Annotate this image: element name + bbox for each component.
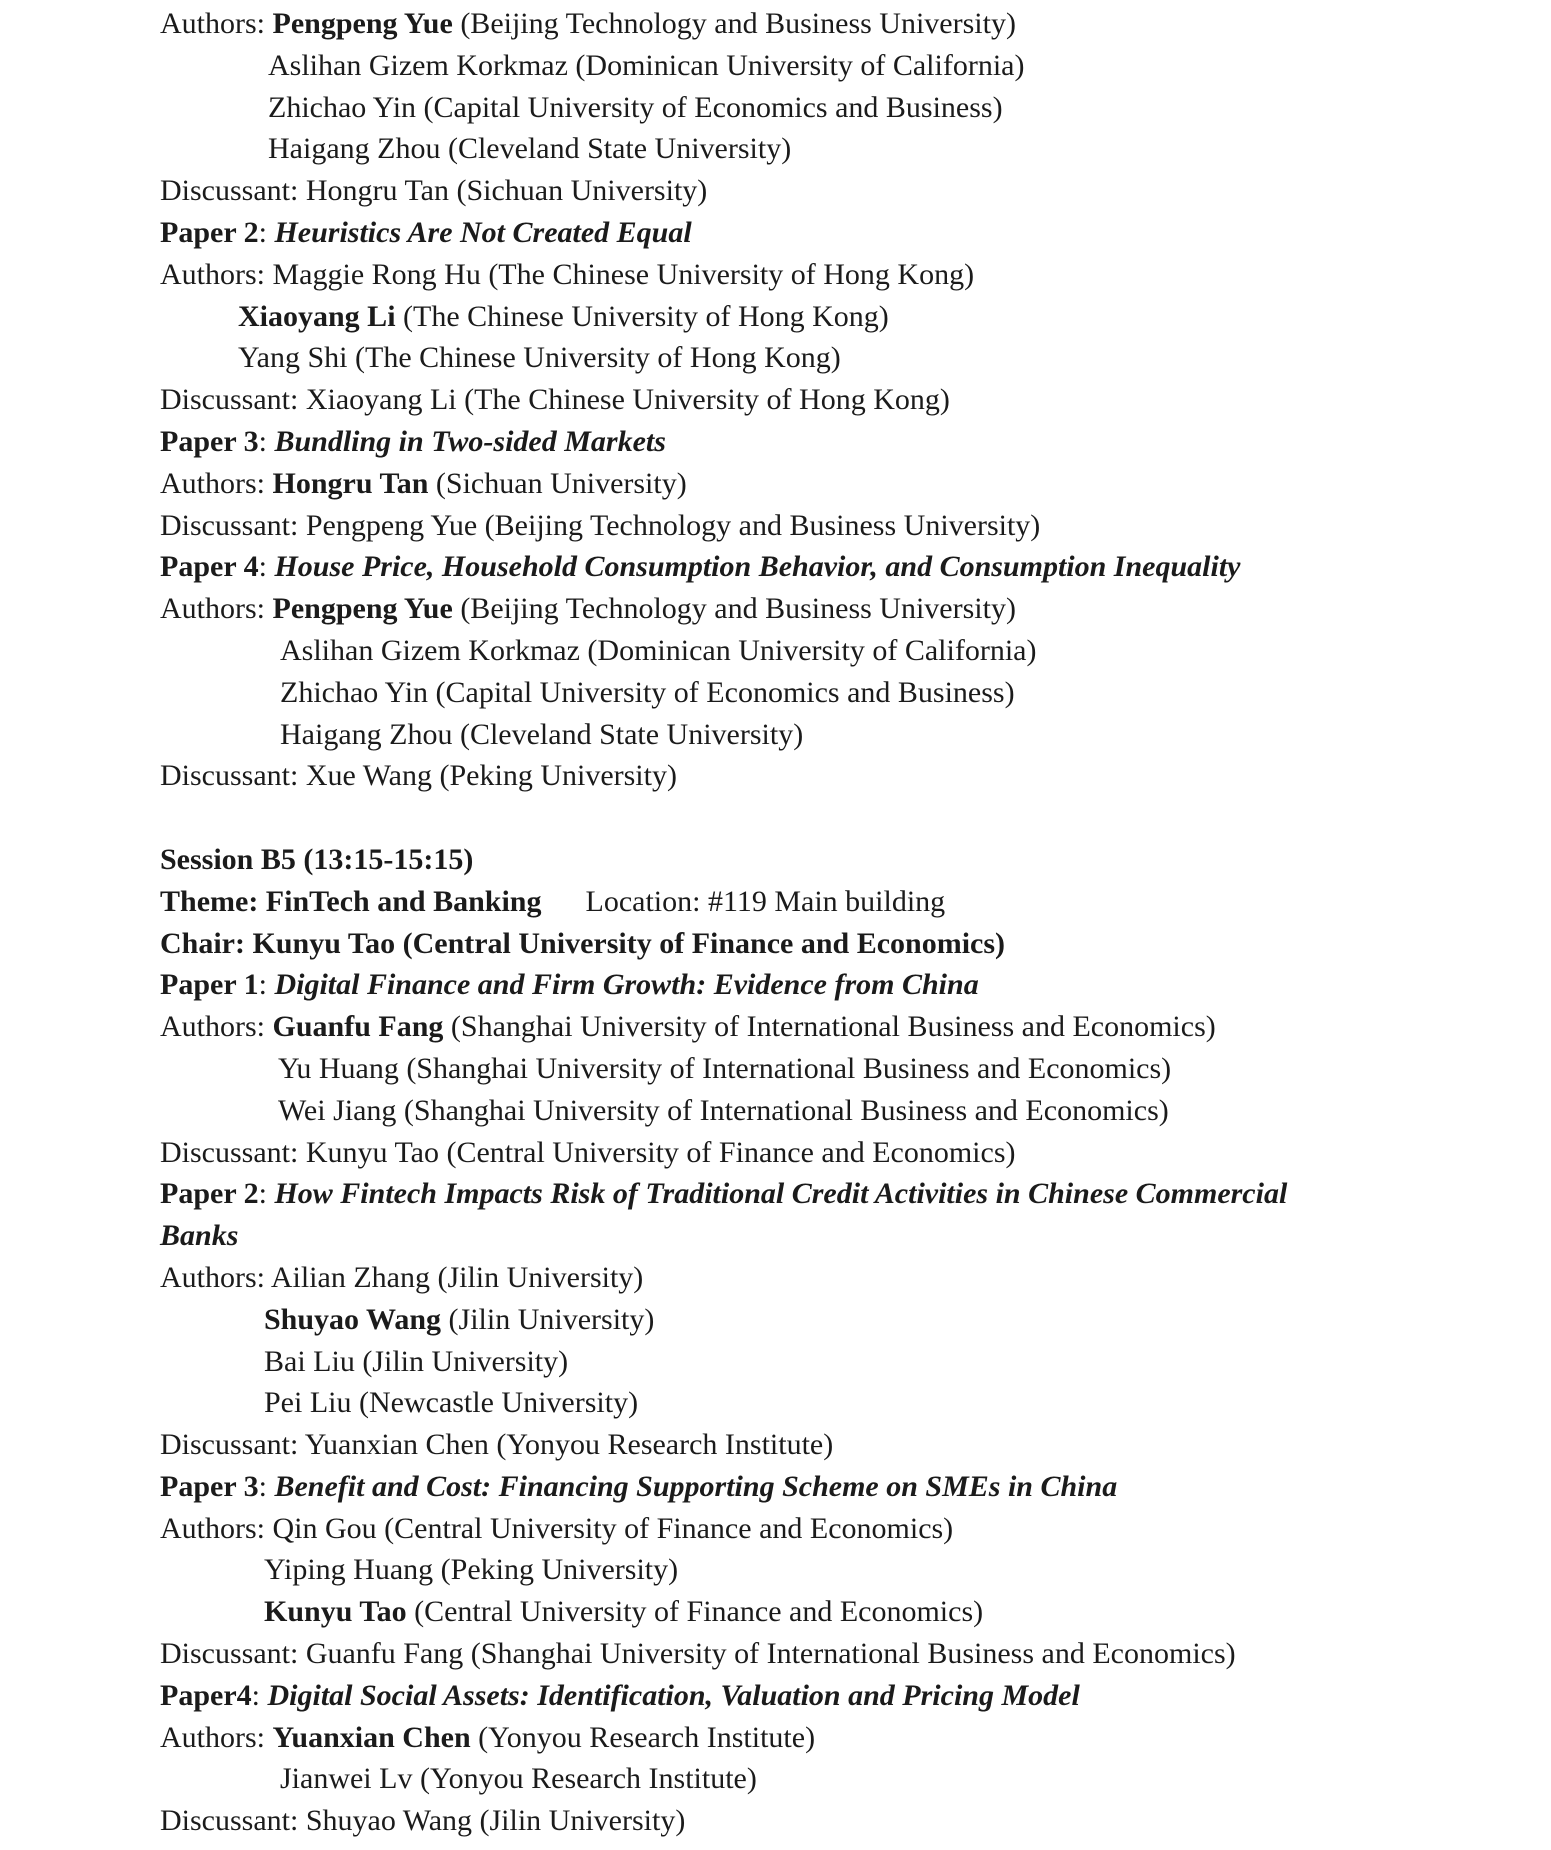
- text-segment: Discussant: Guanfu Fang (Shanghai University of International Business and Economics): [160, 1637, 1236, 1671]
- continuation-author-line: [160, 1382, 1527, 1424]
- text-segment: Banks: [160, 1219, 239, 1253]
- continuation-author-line: [160, 714, 1527, 756]
- text-segment: Paper 4: [160, 550, 259, 584]
- authors-line: [160, 463, 1527, 505]
- text-segment: :: [258, 424, 275, 458]
- text-segment: Paper 3: [160, 1469, 259, 1503]
- text-segment: (Jilin University): [441, 1302, 655, 1336]
- text-segment: House Price, Household Consumption Behavior, and Consumption Inequality: [274, 550, 1241, 584]
- text-segment: Theme: FinTech and Banking: [160, 884, 542, 918]
- text-segment: Wei Jiang (Shanghai University of International Business and Economics): [278, 1093, 1169, 1127]
- text-segment: Authors:: [160, 7, 273, 40]
- paper-title-line: [160, 421, 1527, 463]
- text-segment: Shuyao Wang: [264, 1302, 442, 1336]
- authors-line: [160, 1257, 1527, 1299]
- authors-line: [160, 1717, 1527, 1759]
- text-segment: Yiping Huang (Peking University): [264, 1553, 679, 1587]
- discussant-line: [160, 1424, 1527, 1466]
- text-segment: Bai Liu (Jilin University): [264, 1344, 569, 1378]
- continuation-author-line: [160, 296, 1527, 338]
- text-segment: Jianwei Lv (Yonyou Research Institute): [280, 1762, 757, 1796]
- text-segment: Digital Social Assets: Identification, Valuation and Pricing Model: [267, 1678, 1080, 1712]
- discussant-line: [160, 1132, 1527, 1174]
- paper-title-continuation-line: [160, 1215, 1527, 1257]
- text-segment: :: [258, 550, 275, 584]
- paper-title-line: [160, 1466, 1527, 1508]
- text-segment: Paper 2: [160, 215, 259, 249]
- continuation-author-line: [160, 337, 1527, 379]
- discussant-line: [160, 1633, 1527, 1675]
- text-segment: Discussant: Shuyao Wang (Jilin University): [160, 1804, 686, 1838]
- text-segment: Zhichao Yin (Capital University of Economics and Business): [268, 90, 1003, 124]
- continuation-author-line: [160, 45, 1527, 87]
- text-segment: (The Chinese University of Hong Kong): [395, 299, 889, 333]
- authors-line: [160, 1006, 1527, 1048]
- paper-title-line: [160, 964, 1527, 1006]
- text-segment: Pei Liu (Newcastle University): [264, 1386, 639, 1420]
- discussant-line: [160, 379, 1527, 421]
- text-segment: Authors: Ailian Zhang (Jilin University): [160, 1260, 644, 1294]
- text-segment: Authors: Maggie Rong Hu (The Chinese University of Hong Kong): [160, 257, 975, 291]
- text-segment: :: [258, 968, 275, 1002]
- discussant-line: [160, 1800, 1527, 1842]
- text-segment: :: [251, 1678, 268, 1712]
- text-segment: Paper4: [160, 1678, 252, 1712]
- text-segment: Heuristics Are Not Created Equal: [274, 215, 692, 249]
- chair-line: [160, 923, 1527, 965]
- text-segment: Digital Finance and Firm Growth: Evidence from China: [274, 968, 979, 1002]
- text-segment: Discussant: Xue Wang (Peking University): [160, 759, 677, 793]
- text-segment: Paper 3: [160, 424, 259, 458]
- text-segment: Authors:: [160, 466, 273, 500]
- text-segment: Location: #119 Main building: [585, 884, 946, 918]
- blank-line: [160, 797, 1527, 839]
- discussant-line: [160, 505, 1527, 547]
- continuation-author-line: [160, 87, 1527, 129]
- text-segment: Discussant: Kunyu Tao (Central University of Finance and Economics): [160, 1135, 1016, 1169]
- program-lines: [160, 3, 1527, 1842]
- continuation-author-line: [160, 1048, 1527, 1090]
- text-segment: Xiaoyang Li: [238, 299, 396, 333]
- text-segment: Haigang Zhou (Cleveland State University): [268, 132, 792, 166]
- text-segment: Aslihan Gizem Korkmaz (Dominican University of California): [268, 48, 1025, 82]
- continuation-author-line: [160, 1090, 1527, 1132]
- text-segment: Hongru Tan: [272, 466, 429, 500]
- theme-location-line: [160, 881, 1527, 923]
- continuation-author-line: [160, 630, 1527, 672]
- continuation-author-line: [160, 128, 1527, 170]
- text-segment: Aslihan Gizem Korkmaz (Dominican University of California): [280, 633, 1037, 667]
- text-segment: Haigang Zhou (Cleveland State University): [280, 717, 804, 751]
- text-segment: Pengpeng Yue: [272, 7, 453, 40]
- text-segment: Paper 1: [160, 968, 259, 1002]
- text-segment: Authors:: [160, 592, 273, 626]
- text-segment: Discussant: Xiaoyang Li (The Chinese University of Hong Kong): [160, 383, 950, 417]
- text-segment: How Fintech Impacts Risk of Traditional Credit Activities in Chinese Commercial: [274, 1177, 1288, 1211]
- text-segment: Kunyu Tao: [264, 1595, 407, 1629]
- text-segment: (Beijing Technology and Business University): [452, 592, 1016, 626]
- text-segment: Discussant: Hongru Tan (Sichuan University): [160, 174, 708, 208]
- paper-title-line: [160, 546, 1527, 588]
- continuation-author-line: [160, 1549, 1527, 1591]
- continuation-author-line: [160, 1758, 1527, 1800]
- text-segment: Authors: Qin Gou (Central University of Finance and Economics): [160, 1511, 954, 1545]
- text-segment: (Central University of Finance and Economics): [406, 1595, 984, 1629]
- text-segment: :: [258, 215, 275, 249]
- text-segment: Authors:: [160, 1720, 273, 1754]
- text-segment: Pengpeng Yue: [272, 592, 453, 626]
- text-segment: :: [258, 1469, 275, 1503]
- text-segment: (Beijing Technology and Business University): [452, 7, 1016, 40]
- text-segment: Benefit and Cost: Financing Supporting Scheme on SMEs in China: [274, 1469, 1118, 1503]
- text-segment: Session B5 (13:15-15:15): [160, 842, 474, 876]
- discussant-line: [160, 170, 1527, 212]
- text-segment: Discussant: Pengpeng Yue (Beijing Technology and Business University): [160, 508, 1041, 542]
- session-header-line: [160, 839, 1527, 881]
- authors-line: [160, 588, 1527, 630]
- continuation-author-line: [160, 672, 1527, 714]
- text-segment: Zhichao Yin (Capital University of Economics and Business): [280, 675, 1015, 709]
- text-segment: (Shanghai University of International Business and Economics): [443, 1010, 1216, 1044]
- text-segment: Guanfu Fang: [272, 1010, 444, 1044]
- text-segment: :: [258, 1177, 275, 1211]
- text-segment: Authors:: [160, 1010, 273, 1044]
- text-segment: Yu Huang (Shanghai University of International Business and Economics): [278, 1051, 1172, 1085]
- paper-title-line: [160, 1675, 1527, 1717]
- continuation-author-line: [160, 1591, 1527, 1633]
- text-segment: Yang Shi (The Chinese University of Hong Kong): [238, 341, 841, 375]
- continuation-author-line: [160, 1299, 1527, 1341]
- paper-title-line: [160, 212, 1527, 254]
- text-segment: (Yonyou Research Institute): [470, 1720, 816, 1754]
- discussant-line: [160, 755, 1527, 797]
- text-segment: Discussant: Yuanxian Chen (Yonyou Research Institute): [160, 1428, 834, 1462]
- text-segment: Chair: Kunyu Tao (Central University of Finance and Economics): [160, 926, 1006, 960]
- authors-line: [160, 3, 1527, 45]
- text-segment: (Sichuan University): [428, 466, 687, 500]
- authors-line: [160, 1508, 1527, 1550]
- text-segment: Paper 2: [160, 1177, 259, 1211]
- text-segment: Bundling in Two-sided Markets: [274, 424, 666, 458]
- text-segment: Yuanxian Chen: [272, 1720, 471, 1754]
- paper-title-line: [160, 1173, 1527, 1215]
- authors-line: [160, 254, 1527, 296]
- continuation-author-line: [160, 1341, 1527, 1383]
